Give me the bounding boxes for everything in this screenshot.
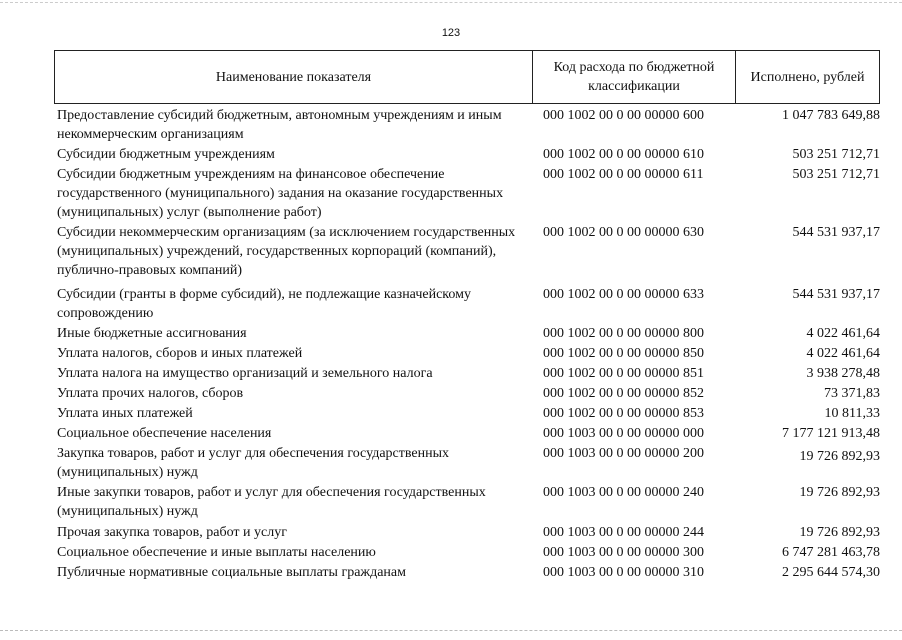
row-name: Предоставление субсидий бюджетным, автономным учреждениям и иным некоммерческим организациям	[57, 108, 502, 142]
row-code: 000 1003 00 0 00 00000 244	[543, 525, 704, 540]
row-name: Уплата налогов, сборов и иных платежей	[57, 346, 303, 361]
row-code: 000 1002 00 0 00 00000 800	[543, 326, 704, 341]
row-code: 000 1002 00 0 00 00000 611	[543, 167, 704, 182]
row-name: Уплата налога на имущество организаций и земельного налога	[57, 366, 433, 381]
row-value: 19 726 892,93	[799, 485, 880, 500]
row-name: Социальное обеспечение и иные выплаты населению	[57, 545, 376, 560]
row-name: Закупка товаров, работ и услуг для обеспечения государственных (муниципальных) нужд	[57, 446, 450, 480]
row-value: 6 747 281 463,78	[782, 545, 880, 560]
table-row	[57, 523, 880, 543]
row-name: Прочая закупка товаров, работ и услуг	[57, 525, 287, 540]
row-name: Публичные нормативные социальные выплаты гражданам	[57, 565, 406, 580]
table-row	[57, 543, 880, 563]
row-value: 19 726 892,93	[799, 449, 880, 464]
table-row	[57, 444, 880, 483]
row-value: 4 022 461,64	[806, 346, 880, 361]
table-row	[57, 364, 880, 384]
row-value: 7 177 121 913,48	[782, 426, 880, 441]
table-row	[57, 563, 880, 583]
row-code: 000 1003 00 0 00 00000 200	[543, 446, 704, 461]
table-row	[57, 483, 880, 523]
table-row	[57, 384, 880, 404]
table-row	[57, 106, 880, 145]
row-name: Уплата иных платежей	[57, 406, 193, 421]
header-name: Наименование показателя	[54, 51, 532, 103]
row-code: 000 1003 00 0 00 00000 240	[543, 485, 704, 500]
row-name: Субсидии бюджетным учреждениям на финансовое обеспечение государственного (муниципального) задания на оказание государственных (муниципальных) услуг (выполнение работ)	[57, 167, 504, 220]
row-code: 000 1002 00 0 00 00000 633	[543, 287, 704, 302]
row-value: 503 251 712,71	[792, 167, 880, 182]
row-name: Субсидии некоммерческим организациям (за исключением государственных (муниципальных) учреждений, государственных корпораций (компаний), публично-правовых компаний)	[57, 225, 516, 278]
row-name: Уплата прочих налогов, сборов	[57, 386, 244, 401]
table-body	[57, 106, 880, 583]
row-code: 000 1002 00 0 00 00000 850	[543, 346, 704, 361]
table-row	[57, 404, 880, 424]
header-code: Код расхода по бюджетной классификации	[532, 51, 735, 103]
header-executed: Исполнено, рублей	[735, 51, 880, 103]
row-code: 000 1003 00 0 00 00000 310	[543, 565, 704, 580]
row-code: 000 1003 00 0 00 00000 300	[543, 545, 704, 560]
row-code: 000 1002 00 0 00 00000 600	[543, 108, 704, 123]
table-row	[57, 285, 880, 324]
table-row	[57, 145, 880, 165]
row-value: 4 022 461,64	[806, 326, 880, 341]
row-value: 3 938 278,48	[806, 366, 880, 381]
row-name: Субсидии (гранты в форме субсидий), не подлежащие казначейскому сопровождению	[57, 287, 471, 321]
row-code: 000 1002 00 0 00 00000 610	[543, 147, 704, 162]
row-value: 1 047 783 649,88	[782, 108, 880, 123]
row-code: 000 1002 00 0 00 00000 630	[543, 225, 704, 240]
row-code: 000 1002 00 0 00 00000 851	[543, 366, 704, 381]
table-row	[57, 424, 880, 444]
row-name: Иные закупки товаров, работ и услуг для обеспечения государственных (муниципальных) нужд	[57, 485, 486, 519]
table-row	[57, 344, 880, 364]
row-name: Субсидии бюджетным учреждениям	[57, 147, 275, 162]
row-value: 19 726 892,93	[799, 525, 880, 540]
table-header	[54, 50, 880, 104]
row-code: 000 1002 00 0 00 00000 853	[543, 406, 704, 421]
row-value: 503 251 712,71	[792, 147, 880, 162]
top-scan-edge	[0, 2, 902, 3]
table-row	[57, 165, 880, 223]
row-code: 000 1002 00 0 00 00000 852	[543, 386, 704, 401]
row-name: Иные бюджетные ассигнования	[57, 326, 247, 341]
page-number: 123	[441, 27, 461, 39]
row-value: 73 371,83	[824, 386, 880, 401]
row-value: 2 295 644 574,30	[782, 565, 880, 580]
row-name: Социальное обеспечение населения	[57, 426, 272, 441]
bottom-scan-edge	[0, 630, 902, 631]
table-row	[57, 223, 880, 285]
table-row	[57, 324, 880, 344]
row-value: 544 531 937,17	[792, 287, 880, 302]
row-value: 544 531 937,17	[792, 225, 880, 240]
row-code: 000 1003 00 0 00 00000 000	[543, 426, 704, 441]
row-value: 10 811,33	[824, 406, 880, 421]
